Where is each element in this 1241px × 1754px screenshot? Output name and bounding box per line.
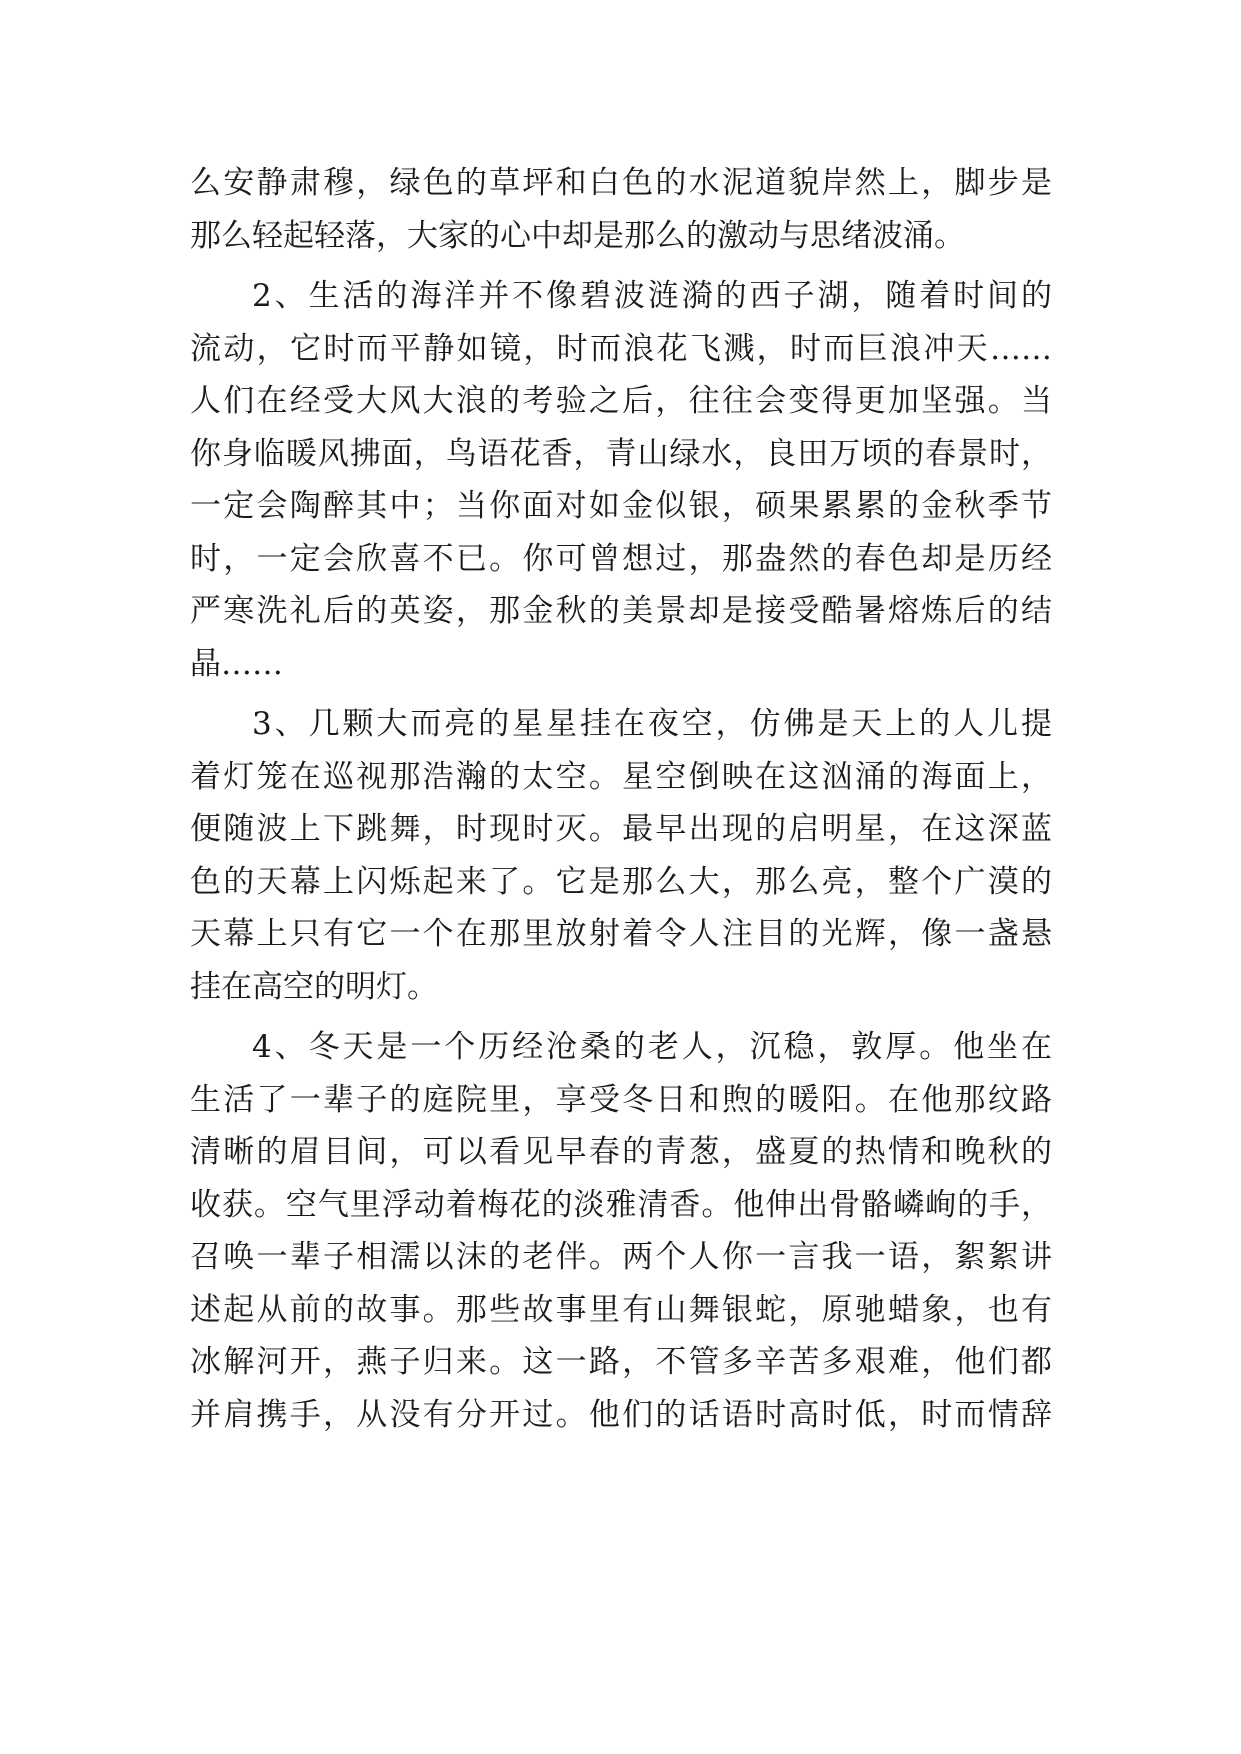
- text-line: 3、几颗大而亮的星星挂在夜空，仿佛是天上的人儿提: [252, 706, 1052, 742]
- text-line: 2、生活的海洋并不像碧波涟漪的西子湖，随着时间的: [252, 278, 1052, 314]
- text-line: 挂在高空的明灯。: [190, 968, 438, 1005]
- text-line: 一定会陶醉其中；当你面对如金似银，硕果累累的金秋季节: [190, 488, 1052, 524]
- paragraph: [190, 270, 1052, 690]
- text-line: 晶……: [190, 645, 283, 682]
- text-line: 收获。空气里浮动着梅花的淡雅清香。他伸出骨骼嶙峋的手，: [190, 1186, 1052, 1223]
- text-line: 人们在经受大风大浪的考验之后，往往会变得更加坚强。当: [190, 383, 1052, 419]
- text-line: 你身临暖风拂面，鸟语花香，青山绿水，良田万顷的春景时，: [190, 435, 1052, 472]
- text-line: 严寒洗礼后的英姿，那金秋的美景却是接受酷暑熔炼后的结: [190, 593, 1052, 629]
- text-line: 着灯笼在巡视那浩瀚的太空。星空倒映在这汹涌的海面上，: [190, 758, 1052, 795]
- text-line: 天幕上只有它一个在那里放射着令人注目的光辉，像一盏悬: [190, 916, 1052, 952]
- paragraph: [190, 157, 1052, 262]
- text-line: 便随波上下跳舞，时现时灭。最早出现的启明星，在这深蓝: [190, 811, 1052, 847]
- text-line: 生活了一辈子的庭院里，享受冬日和煦的暖阳。在他那纹路: [190, 1081, 1052, 1118]
- text-line: 述起从前的故事。那些故事里有山舞银蛇，原驰蜡象，也有: [190, 1291, 1052, 1328]
- text-line: 清晰的眉目间，可以看见早春的青葱，盛夏的热情和晚秋的: [190, 1134, 1052, 1170]
- text-line: 色的天幕上闪烁起来了。它是那么大，那么亮，整个广漠的: [190, 863, 1052, 900]
- paragraph: [190, 1021, 1052, 1441]
- text-line: 冰解河开，燕子归来。这一路，不管多辛苦多艰难，他们都: [190, 1344, 1052, 1380]
- text-line: 召唤一辈子相濡以沫的老伴。两个人你一言我一语，絮絮讲: [190, 1239, 1052, 1275]
- document-body: [190, 157, 1052, 1441]
- text-line: 并肩携手，从没有分开过。他们的话语时高时低，时而情辞: [190, 1396, 1052, 1433]
- text-line: 么安静肃穆，绿色的草坪和白色的水泥道貌岸然上，脚步是: [190, 165, 1052, 201]
- paragraph: [190, 698, 1052, 1013]
- text-line: 流动，它时而平静如镜，时而浪花飞溅，时而巨浪冲天……: [190, 330, 1052, 367]
- text-line: 时，一定会欣喜不已。你可曾想过，那盎然的春色却是历经: [190, 540, 1052, 577]
- text-line: 4、冬天是一个历经沧桑的老人，沉稳，敦厚。他坐在: [252, 1029, 1052, 1065]
- text-line: 那么轻起轻落，大家的心中却是那么的激动与思绪波涌。: [190, 217, 965, 254]
